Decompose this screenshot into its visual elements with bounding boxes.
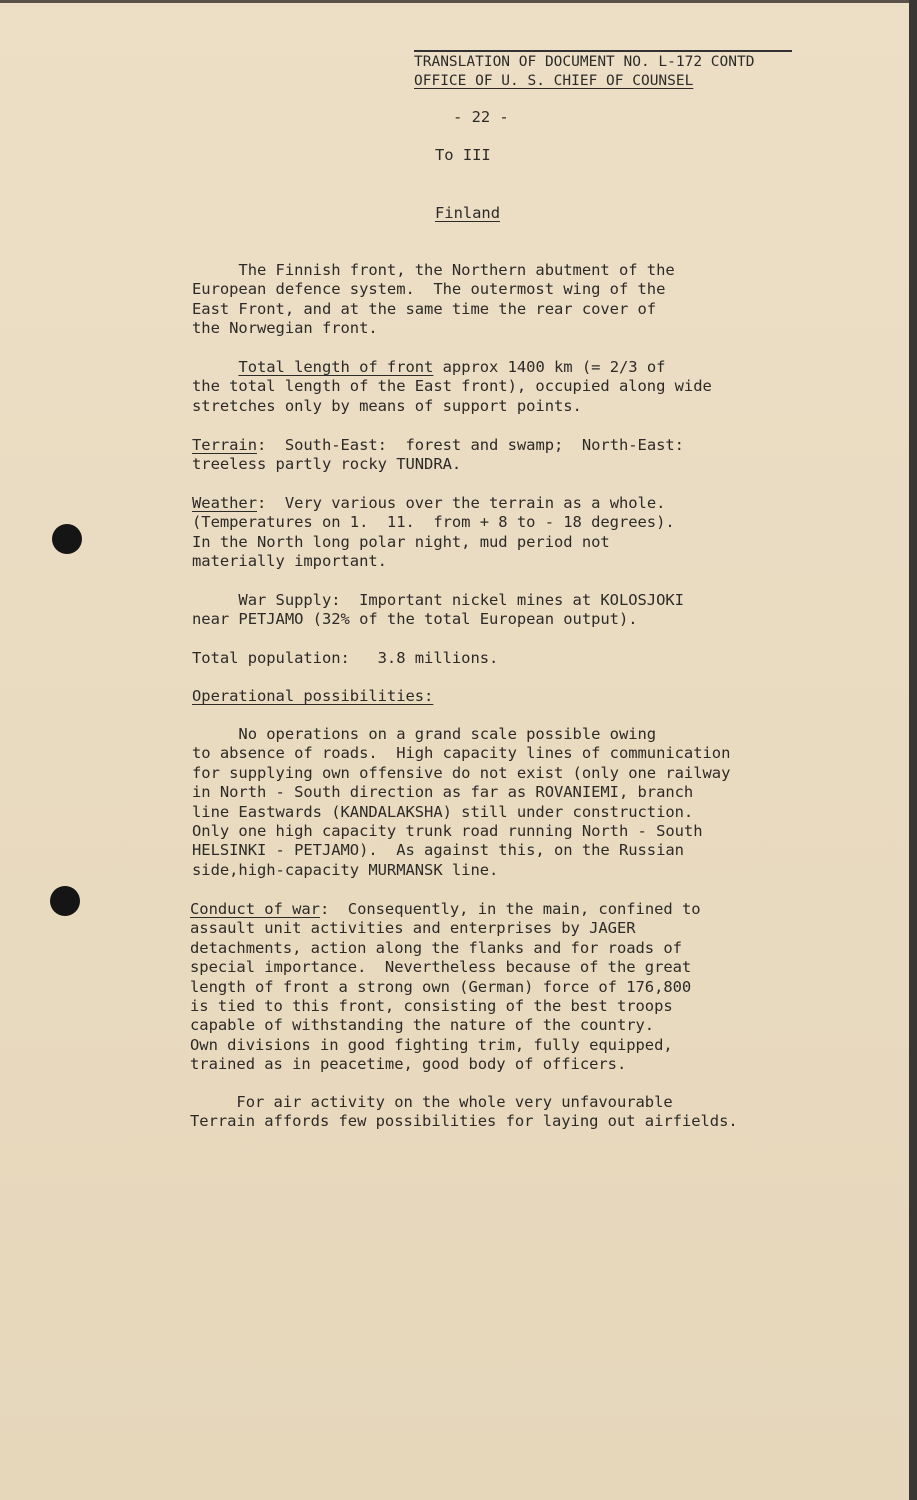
air-paragraph xyxy=(190,1093,738,1132)
text-line: In the North long polar night, mud period not xyxy=(192,532,610,551)
text-line: (Temperatures on 1. 11. from + 8 to - 18 degrees). xyxy=(192,513,675,532)
text-line: : Consequently, in the main, confined to xyxy=(319,900,701,918)
terrain-paragraph xyxy=(192,436,684,475)
section-title: Finland xyxy=(435,204,500,222)
operational-paragraph xyxy=(192,725,730,880)
text-line: detachments, action along the flanks and for roads of xyxy=(190,938,682,957)
intro-paragraph xyxy=(192,261,675,339)
text-line: length of front a strong own (German) force of 176,800 xyxy=(190,977,692,996)
page-number: - 22 - xyxy=(453,108,509,126)
header-line-1: TRANSLATION OF DOCUMENT NO. L-172 CONTD xyxy=(414,50,792,72)
text-line: Terrain affords few possibilities for laying out airfields. xyxy=(190,1112,738,1131)
conduct-label: Conduct of war xyxy=(190,900,320,918)
text-line: The Finnish front, the Northern abutment of the xyxy=(192,261,675,279)
war-supply-paragraph xyxy=(192,591,684,630)
text-line: for supplying own offensive do not exist (only one railway xyxy=(192,763,731,782)
document-header xyxy=(414,50,792,91)
weather-label: Weather xyxy=(192,494,257,512)
conduct-paragraph xyxy=(190,900,701,1075)
text-line: is tied to this front, consisting of the best troops xyxy=(190,997,673,1016)
text-line: approx 1400 km (= 2/3 of xyxy=(433,358,666,376)
section-ref: To III xyxy=(435,146,491,164)
text-line: For air activity on the whole very unfavourable xyxy=(190,1093,673,1111)
text-line: : South-East: forest and swamp; North-East: xyxy=(256,436,684,454)
text-line: assault unit activities and enterprises by JAGER xyxy=(190,919,636,938)
text-line: No operations on a grand scale possible owing xyxy=(192,725,657,743)
text-line: capable of withstanding the nature of the country. xyxy=(190,1016,655,1035)
text-line: Own divisions in good fighting trim, fully equipped, xyxy=(190,1035,673,1054)
text-line: side,high-capacity MURMANSK line. xyxy=(192,860,499,879)
text-line: : Very various over the terrain as a whole. xyxy=(256,494,666,512)
weather-paragraph xyxy=(192,494,675,572)
punch-hole xyxy=(50,886,80,916)
punch-hole xyxy=(52,524,82,554)
text-line: the Norwegian front. xyxy=(192,319,378,338)
front-length-label: Total length of front xyxy=(238,358,434,376)
operational-heading: Operational possibilities: xyxy=(192,687,434,705)
text-line: European defence system. The outermost wing of the xyxy=(192,280,666,299)
text-line: in North - South direction as far as ROVANIEMI, branch xyxy=(192,783,694,802)
text-line: East Front, and at the same time the rear cover of xyxy=(192,299,657,318)
scan-edge-right xyxy=(909,0,917,1500)
text-line: trained as in peacetime, good body of officers. xyxy=(190,1055,627,1074)
text-line: Only one high capacity trunk road running North - South xyxy=(192,822,703,841)
text-line: HELSINKI - PETJAMO). As against this, on the Russian xyxy=(192,841,684,860)
scan-edge-top xyxy=(0,0,917,3)
terrain-label: Terrain xyxy=(192,436,257,454)
text-line: line Eastwards (KANDALAKSHA) still under construction. xyxy=(192,802,694,821)
text-line: to absence of roads. High capacity lines of communication xyxy=(192,744,731,763)
text-line: the total length of the East front), occupied along wide xyxy=(192,377,712,396)
text-line: near PETJAMO (32% of the total European output). xyxy=(192,610,638,629)
population-line: Total population: 3.8 millions. xyxy=(192,649,499,667)
text-line: special importance. Nevertheless because of the great xyxy=(190,958,692,977)
text-line: stretches only by means of support points. xyxy=(192,396,582,415)
text-line: treeless partly rocky TUNDRA. xyxy=(192,455,462,474)
header-line-2: OFFICE OF U. S. CHIEF OF COUNSEL xyxy=(414,73,694,89)
text-line: War Supply: Important nickel mines at KOLOSJOKI xyxy=(192,591,684,609)
text-line: materially important. xyxy=(192,552,387,571)
front-length-paragraph xyxy=(192,358,712,416)
